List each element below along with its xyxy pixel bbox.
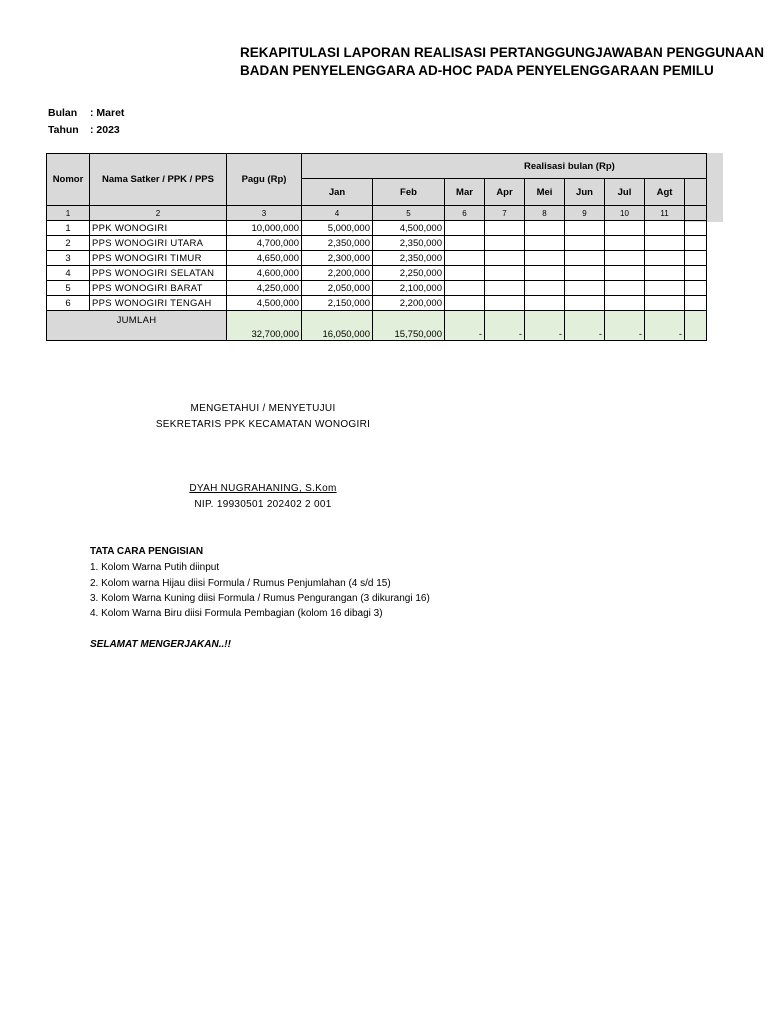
row-jun[interactable] (565, 266, 605, 281)
header-pagu: Pagu (Rp) (227, 154, 302, 206)
approval-line-2: SEKRETARIS PPK KECAMATAN WONOGIRI (155, 419, 371, 430)
row-apr[interactable] (485, 221, 525, 236)
row-feb: 2,350,000 (373, 251, 445, 266)
row-jul[interactable] (605, 296, 645, 311)
col-number-overflow (685, 206, 707, 221)
total-row (47, 311, 707, 341)
row-feb: 2,200,000 (373, 296, 445, 311)
header-month-feb: Feb (373, 179, 445, 206)
row-number: 1 (47, 221, 90, 236)
row-overflow (685, 251, 707, 266)
col-number: 6 (445, 206, 485, 221)
row-overflow (685, 296, 707, 311)
row-pagu: 4,650,000 (227, 251, 302, 266)
signatory-name-text: DYAH NUGRAHANING, S.Kom (189, 483, 337, 494)
row-agt[interactable] (645, 281, 685, 296)
instructions-heading: TATA CARA PENGISIAN (90, 546, 204, 557)
row-jul[interactable] (605, 266, 645, 281)
row-pagu: 4,600,000 (227, 266, 302, 281)
header-month-overflow (685, 179, 707, 206)
table-row (47, 281, 707, 296)
row-mar[interactable] (445, 221, 485, 236)
row-mei[interactable] (525, 251, 565, 266)
row-jan: 2,200,000 (302, 266, 373, 281)
table-row (47, 266, 707, 281)
tahun-value: : 2023 (90, 124, 120, 136)
col-number: 3 (227, 206, 302, 221)
row-name: PPS WONOGIRI TIMUR (90, 251, 227, 266)
row-mar[interactable] (445, 281, 485, 296)
header-month-mar: Mar (445, 179, 485, 206)
row-jun[interactable] (565, 296, 605, 311)
instruction-item: 3. Kolom Warna Kuning diisi Formula / Rumus Pengurangan (3 dikurangi 16) (90, 593, 430, 604)
col-number: 5 (373, 206, 445, 221)
row-jan: 2,350,000 (302, 236, 373, 251)
row-mei[interactable] (525, 281, 565, 296)
row-overflow (685, 236, 707, 251)
row-pagu: 4,700,000 (227, 236, 302, 251)
document-title (240, 44, 765, 80)
col-number: 9 (565, 206, 605, 221)
col-number: 1 (47, 206, 90, 221)
bulan-value: : Maret (90, 107, 125, 119)
header-month-agt: Agt (645, 179, 685, 206)
header-month-apr: Apr (485, 179, 525, 206)
row-name: PPS WONOGIRI TENGAH (90, 296, 227, 311)
row-agt[interactable] (645, 266, 685, 281)
closing-message: SELAMAT MENGERJAKAN..!! (90, 639, 231, 650)
instruction-item: 2. Kolom warna Hijau diisi Formula / Rumus Penjumlahan (4 s/d 15) (90, 578, 391, 589)
row-feb: 2,250,000 (373, 266, 445, 281)
row-apr[interactable] (485, 296, 525, 311)
row-jan: 2,300,000 (302, 251, 373, 266)
instruction-item: 1. Kolom Warna Putih diinput (90, 562, 220, 573)
row-number: 4 (47, 266, 90, 281)
row-feb: 2,100,000 (373, 281, 445, 296)
header-realisasi: Realisasi bulan (Rp) (302, 154, 707, 179)
approval-line-1: MENGETAHUI / MENYETUJUI (190, 403, 336, 414)
row-jan: 2,050,000 (302, 281, 373, 296)
instruction-item: 4. Kolom Warna Biru diisi Formula Pembagian (kolom 16 dibagi 3) (90, 608, 383, 619)
total-overflow (685, 311, 707, 341)
total-jul: - (605, 311, 645, 341)
table-row (47, 296, 707, 311)
row-agt[interactable] (645, 221, 685, 236)
row-agt[interactable] (645, 236, 685, 251)
row-apr[interactable] (485, 236, 525, 251)
signatory-name (150, 483, 376, 494)
row-jun[interactable] (565, 251, 605, 266)
total-jan: 16,050,000 (302, 311, 373, 341)
row-number: 3 (47, 251, 90, 266)
col-number: 4 (302, 206, 373, 221)
row-jan: 5,000,000 (302, 221, 373, 236)
header-month-mei: Mei (525, 179, 565, 206)
row-name: PPS WONOGIRI SELATAN (90, 266, 227, 281)
table-row (47, 221, 707, 236)
header-nama: Nama Satker / PPK / PPS (90, 154, 227, 206)
tahun-row (48, 124, 120, 136)
header-month-jun: Jun (565, 179, 605, 206)
row-jun[interactable] (565, 221, 605, 236)
col-number: 7 (485, 206, 525, 221)
row-mar[interactable] (445, 236, 485, 251)
header-month-jan: Jan (302, 179, 373, 206)
total-mei: - (525, 311, 565, 341)
recap-table-wrapper (46, 153, 684, 341)
row-jul[interactable] (605, 281, 645, 296)
row-name: PPS WONOGIRI BARAT (90, 281, 227, 296)
row-feb: 4,500,000 (373, 221, 445, 236)
row-mei[interactable] (525, 296, 565, 311)
row-apr[interactable] (485, 281, 525, 296)
title-line-1: REKAPITULASI LAPORAN REALISASI PERTANGGUNGJAWABAN PENGGUNAAN (240, 45, 765, 60)
table-row (47, 236, 707, 251)
row-name: PPS WONOGIRI UTARA (90, 236, 227, 251)
row-mei[interactable] (525, 266, 565, 281)
total-jun: - (565, 311, 605, 341)
row-mar[interactable] (445, 296, 485, 311)
row-apr[interactable] (485, 251, 525, 266)
header-month-jul: Jul (605, 179, 645, 206)
row-jul[interactable] (605, 221, 645, 236)
row-agt[interactable] (645, 251, 685, 266)
title-line-2: BADAN PENYELENGGARA AD-HOC PADA PENYELENGGARAAN PEMILU (240, 63, 714, 78)
row-number: 2 (47, 236, 90, 251)
total-agt: - (645, 311, 685, 341)
row-mei[interactable] (525, 236, 565, 251)
row-feb: 2,350,000 (373, 236, 445, 251)
signatory-nip: NIP. 19930501 202402 2 001 (194, 499, 332, 510)
total-apr: - (485, 311, 525, 341)
table-row (47, 251, 707, 266)
total-pagu: 32,700,000 (227, 311, 302, 341)
row-pagu: 4,500,000 (227, 296, 302, 311)
bulan-label: Bulan (48, 107, 78, 119)
row-pagu: 4,250,000 (227, 281, 302, 296)
col-number: 11 (645, 206, 685, 221)
row-jan: 2,150,000 (302, 296, 373, 311)
row-overflow (685, 221, 707, 236)
row-pagu: 10,000,000 (227, 221, 302, 236)
col-number: 2 (90, 206, 227, 221)
row-overflow (685, 266, 707, 281)
recap-table (46, 153, 707, 341)
row-jul[interactable] (605, 236, 645, 251)
row-number: 6 (47, 296, 90, 311)
row-jun[interactable] (565, 281, 605, 296)
row-name: PPK WONOGIRI (90, 221, 227, 236)
row-number: 5 (47, 281, 90, 296)
total-label: JUMLAH (47, 311, 227, 341)
row-overflow (685, 281, 707, 296)
row-jun[interactable] (565, 236, 605, 251)
header-nomor: Nomor (47, 154, 90, 206)
row-apr[interactable] (485, 266, 525, 281)
row-mei[interactable] (525, 221, 565, 236)
col-number: 10 (605, 206, 645, 221)
bulan-row (48, 107, 124, 119)
row-agt[interactable] (645, 296, 685, 311)
total-mar: - (445, 311, 485, 341)
col-number: 8 (525, 206, 565, 221)
row-jul[interactable] (605, 251, 645, 266)
tahun-label: Tahun (48, 124, 79, 136)
row-mar[interactable] (445, 266, 485, 281)
row-mar[interactable] (445, 251, 485, 266)
total-feb: 15,750,000 (373, 311, 445, 341)
